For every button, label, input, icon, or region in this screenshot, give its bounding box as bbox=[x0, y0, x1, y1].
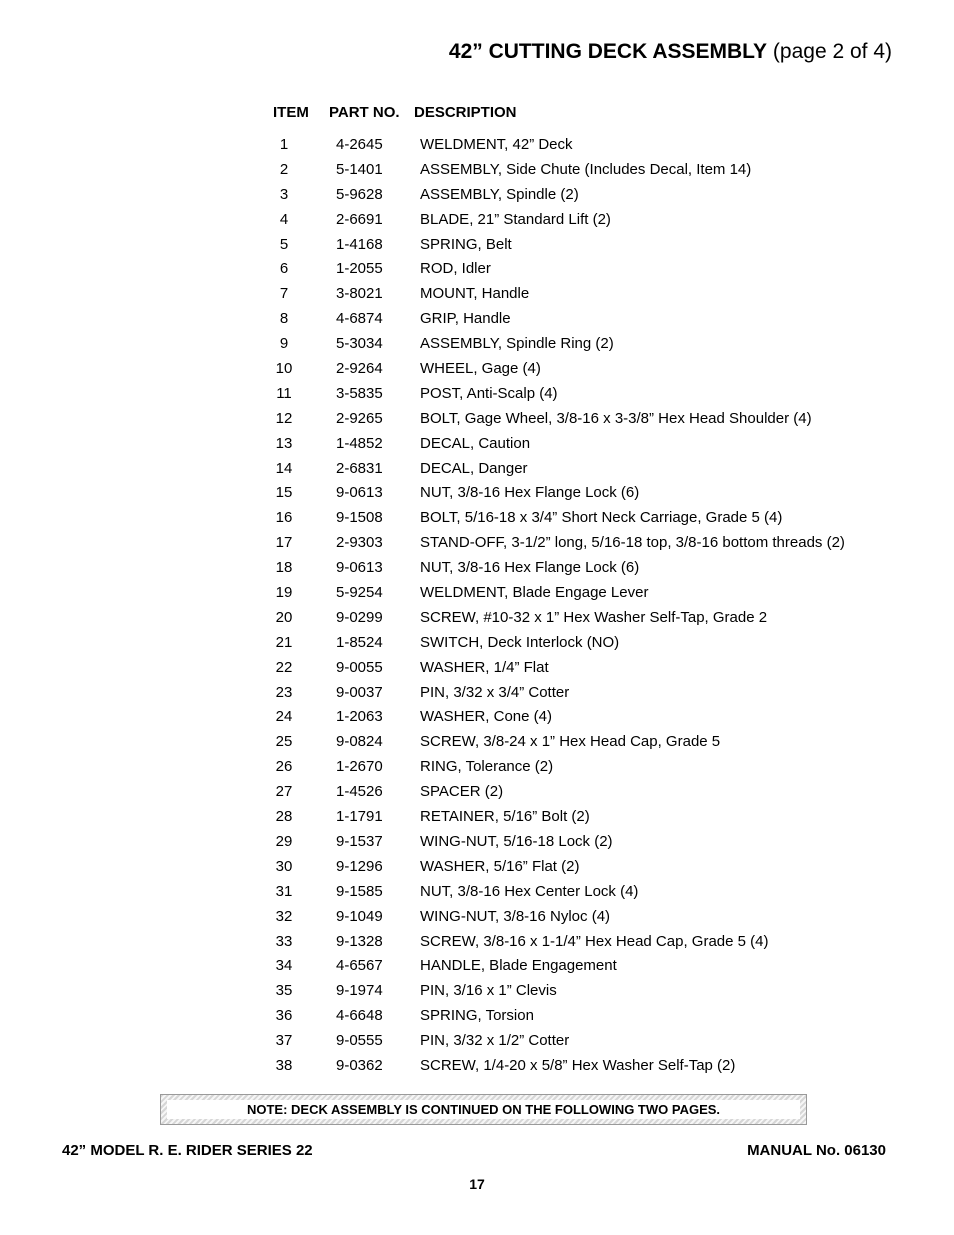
part-number: 9-1974 bbox=[336, 982, 383, 1000]
item-number: 3 bbox=[279, 185, 289, 203]
part-description: MOUNT, Handle bbox=[420, 285, 530, 303]
part-description: SPACER (2) bbox=[420, 783, 504, 801]
table-row bbox=[270, 307, 890, 332]
item-number: 35 bbox=[275, 982, 293, 1000]
table-row bbox=[270, 382, 890, 407]
part-number: 9-1328 bbox=[336, 932, 383, 950]
part-description: NUT, 3/8-16 Hex Flange Lock (6) bbox=[420, 559, 640, 577]
page-title-suffix: (page 2 of 4) bbox=[767, 40, 892, 63]
part-description: PIN, 3/32 x 3/4” Cotter bbox=[420, 683, 570, 701]
table-row bbox=[270, 556, 890, 581]
table-row bbox=[270, 606, 890, 631]
table-row bbox=[270, 432, 890, 457]
item-number: 1 bbox=[279, 136, 289, 153]
table-row bbox=[270, 681, 890, 706]
table-row bbox=[270, 282, 890, 307]
part-number: 9-0555 bbox=[336, 1032, 383, 1050]
part-number: 9-0613 bbox=[336, 559, 383, 577]
item-number: 5 bbox=[279, 235, 289, 253]
part-number: 9-1508 bbox=[336, 509, 383, 527]
item-number: 2 bbox=[279, 160, 289, 178]
item-number: 38 bbox=[275, 1056, 293, 1074]
part-number: 1-4168 bbox=[336, 235, 383, 253]
part-description: ASSEMBLY, Spindle (2) bbox=[420, 185, 579, 203]
part-description: SCREW, 3/8-16 x 1-1/4” Hex Head Cap, Grade 5 (4) bbox=[420, 932, 769, 950]
part-number: 2-6691 bbox=[336, 210, 383, 228]
table-row bbox=[270, 357, 890, 382]
part-number: 4-2645 bbox=[336, 136, 383, 153]
part-number: 9-0362 bbox=[336, 1056, 383, 1074]
table-row bbox=[270, 1029, 890, 1054]
item-number: 24 bbox=[275, 708, 293, 726]
page-title bbox=[449, 40, 892, 64]
part-number: 4-6874 bbox=[336, 310, 383, 328]
part-number: 5-1401 bbox=[336, 160, 383, 178]
table-row bbox=[270, 954, 890, 979]
part-description: BOLT, Gage Wheel, 3/8-16 x 3-3/8” Hex Head Shoulder (4) bbox=[420, 409, 812, 427]
part-description: PIN, 3/16 x 1” Clevis bbox=[420, 982, 557, 1000]
part-number: 3-8021 bbox=[336, 285, 383, 303]
item-number: 13 bbox=[275, 434, 293, 452]
item-number: 36 bbox=[275, 1007, 293, 1025]
item-number: 11 bbox=[276, 384, 292, 402]
item-number: 14 bbox=[275, 459, 293, 477]
part-number: 1-4852 bbox=[336, 434, 383, 452]
part-number: 5-9254 bbox=[336, 584, 383, 602]
part-number: 9-0824 bbox=[336, 733, 383, 751]
table-row bbox=[270, 855, 890, 880]
item-number: 30 bbox=[275, 857, 293, 875]
part-description: SPRING, Belt bbox=[420, 235, 512, 253]
part-number: 2-9265 bbox=[336, 409, 383, 427]
table-row bbox=[270, 805, 890, 830]
item-number: 16 bbox=[275, 509, 293, 527]
table-row bbox=[270, 457, 890, 482]
item-number: 12 bbox=[275, 409, 293, 427]
part-description: STAND-OFF, 3-1/2” long, 5/16-18 top, 3/8-16 bottom threads (2) bbox=[420, 534, 845, 552]
item-number: 4 bbox=[279, 210, 289, 228]
part-number: 5-9628 bbox=[336, 185, 383, 203]
item-number: 22 bbox=[275, 658, 293, 676]
part-number: 9-0055 bbox=[336, 658, 383, 676]
part-number: 9-1049 bbox=[336, 907, 383, 925]
item-number: 37 bbox=[275, 1032, 293, 1050]
table-row bbox=[270, 208, 890, 233]
part-number: 4-6648 bbox=[336, 1007, 383, 1025]
page-number: 17 bbox=[469, 1176, 485, 1192]
item-number: 21 bbox=[275, 633, 293, 651]
item-number: 19 bbox=[275, 584, 293, 602]
part-description: RETAINER, 5/16” Bolt (2) bbox=[420, 808, 590, 826]
part-number: 9-0037 bbox=[336, 683, 383, 701]
table-row bbox=[270, 930, 890, 955]
item-number: 34 bbox=[275, 957, 293, 975]
table-row bbox=[270, 506, 890, 531]
part-number: 2-9303 bbox=[336, 534, 383, 552]
item-number: 18 bbox=[275, 559, 293, 577]
table-row bbox=[270, 233, 890, 258]
part-description: BLADE, 21” Standard Lift (2) bbox=[420, 210, 611, 228]
part-description: WHEEL, Gage (4) bbox=[420, 360, 541, 378]
part-number: 9-0299 bbox=[336, 608, 383, 626]
table-row bbox=[270, 830, 890, 855]
part-description: HANDLE, Blade Engagement bbox=[420, 957, 617, 975]
part-number: 2-6831 bbox=[336, 459, 383, 477]
part-description: ROD, Idler bbox=[420, 260, 491, 278]
table-row bbox=[270, 133, 890, 158]
table-row bbox=[270, 1004, 890, 1029]
table-row bbox=[270, 1054, 890, 1079]
part-description: WASHER, 1/4” Flat bbox=[420, 658, 549, 676]
part-description: WELDMENT, Blade Engage Lever bbox=[420, 584, 649, 602]
part-description: WING-NUT, 3/8-16 Nyloc (4) bbox=[420, 907, 611, 925]
part-number: 1-4526 bbox=[336, 783, 383, 801]
table-row bbox=[270, 979, 890, 1004]
part-number: 9-0613 bbox=[336, 484, 383, 502]
item-number: 17 bbox=[275, 534, 293, 552]
part-description: ASSEMBLY, Spindle Ring (2) bbox=[420, 335, 614, 353]
part-number: 1-8524 bbox=[336, 633, 383, 651]
part-number: 5-3034 bbox=[336, 335, 383, 353]
table-row bbox=[270, 257, 890, 282]
table-row bbox=[270, 183, 890, 208]
item-number: 25 bbox=[275, 733, 293, 751]
table-row bbox=[270, 705, 890, 730]
item-number: 31 bbox=[275, 882, 293, 900]
part-description: RING, Tolerance (2) bbox=[420, 758, 554, 776]
item-number: 9 bbox=[279, 335, 289, 353]
item-number: 6 bbox=[279, 260, 289, 278]
table-row bbox=[270, 481, 890, 506]
item-number: 23 bbox=[275, 683, 293, 701]
item-number: 15 bbox=[275, 484, 293, 502]
item-number: 8 bbox=[279, 310, 289, 328]
item-number: 7 bbox=[279, 285, 289, 303]
part-number: 1-1791 bbox=[336, 808, 383, 826]
table-row bbox=[270, 158, 890, 183]
part-description: DECAL, Danger bbox=[420, 459, 528, 477]
page-title-main: 42” CUTTING DECK ASSEMBLY bbox=[448, 40, 768, 63]
part-description: WASHER, Cone (4) bbox=[420, 708, 552, 726]
item-number: 27 bbox=[275, 783, 293, 801]
part-description: PIN, 3/32 x 1/2” Cotter bbox=[420, 1032, 570, 1050]
part-description: WELDMENT, 42” Deck bbox=[420, 136, 573, 153]
part-description: POST, Anti-Scalp (4) bbox=[420, 384, 558, 402]
table-row bbox=[270, 755, 890, 780]
note-box bbox=[160, 1094, 807, 1125]
table-row bbox=[270, 656, 890, 681]
footer-manual-number: MANUAL No. 06130 bbox=[747, 1142, 886, 1159]
part-description: SCREW, #10-32 x 1” Hex Washer Self-Tap, Grade 2 bbox=[420, 608, 768, 626]
table-row bbox=[270, 631, 890, 656]
part-number: 4-6567 bbox=[336, 957, 383, 975]
part-description: WASHER, 5/16” Flat (2) bbox=[420, 857, 580, 875]
item-number: 29 bbox=[275, 832, 293, 850]
table-row bbox=[270, 880, 890, 905]
part-number: 9-1296 bbox=[336, 857, 383, 875]
header-part-no: PART NO. bbox=[329, 104, 400, 121]
part-description: NUT, 3/8-16 Hex Flange Lock (6) bbox=[420, 484, 640, 502]
parts-list bbox=[270, 133, 890, 1079]
part-description: NUT, 3/8-16 Hex Center Lock (4) bbox=[420, 882, 639, 900]
part-description: ASSEMBLY, Side Chute (Includes Decal, Item 14) bbox=[420, 160, 752, 178]
part-number: 9-1537 bbox=[336, 832, 383, 850]
part-number: 9-1585 bbox=[336, 882, 383, 900]
part-number: 1-2055 bbox=[336, 260, 383, 278]
table-row bbox=[270, 407, 890, 432]
item-number: 26 bbox=[275, 758, 293, 776]
part-number: 3-5835 bbox=[336, 384, 383, 402]
item-number: 28 bbox=[275, 808, 293, 826]
table-row bbox=[270, 780, 890, 805]
part-number: 2-9264 bbox=[336, 360, 383, 378]
table-row bbox=[270, 905, 890, 930]
item-number: 33 bbox=[275, 932, 293, 950]
table-row bbox=[270, 730, 890, 755]
part-description: SPRING, Torsion bbox=[420, 1007, 534, 1025]
header-description: DESCRIPTION bbox=[414, 104, 517, 121]
item-number: 10 bbox=[275, 360, 293, 378]
part-description: GRIP, Handle bbox=[420, 310, 511, 328]
part-description: SCREW, 1/4-20 x 5/8” Hex Washer Self-Tap (2) bbox=[420, 1056, 736, 1074]
part-description: WING-NUT, 5/16-18 Lock (2) bbox=[420, 832, 613, 850]
part-number: 1-2670 bbox=[336, 758, 383, 776]
table-row bbox=[270, 531, 890, 556]
header-item: ITEM bbox=[273, 104, 309, 121]
part-description: DECAL, Caution bbox=[420, 434, 531, 452]
table-row bbox=[270, 581, 890, 606]
table-row bbox=[270, 332, 890, 357]
part-description: BOLT, 5/16-18 x 3/4” Short Neck Carriage, Grade 5 (4) bbox=[420, 509, 783, 527]
footer-model: 42” MODEL R. E. RIDER SERIES 22 bbox=[62, 1142, 313, 1159]
part-number: 1-2063 bbox=[336, 708, 383, 726]
part-description: SCREW, 3/8-24 x 1” Hex Head Cap, Grade 5 bbox=[420, 733, 721, 751]
part-description: SWITCH, Deck Interlock (NO) bbox=[420, 633, 620, 651]
note-text: NOTE: DECK ASSEMBLY IS CONTINUED ON THE FOLLOWING TWO PAGES. bbox=[167, 1100, 800, 1119]
item-number: 20 bbox=[275, 608, 293, 626]
item-number: 32 bbox=[275, 907, 293, 925]
